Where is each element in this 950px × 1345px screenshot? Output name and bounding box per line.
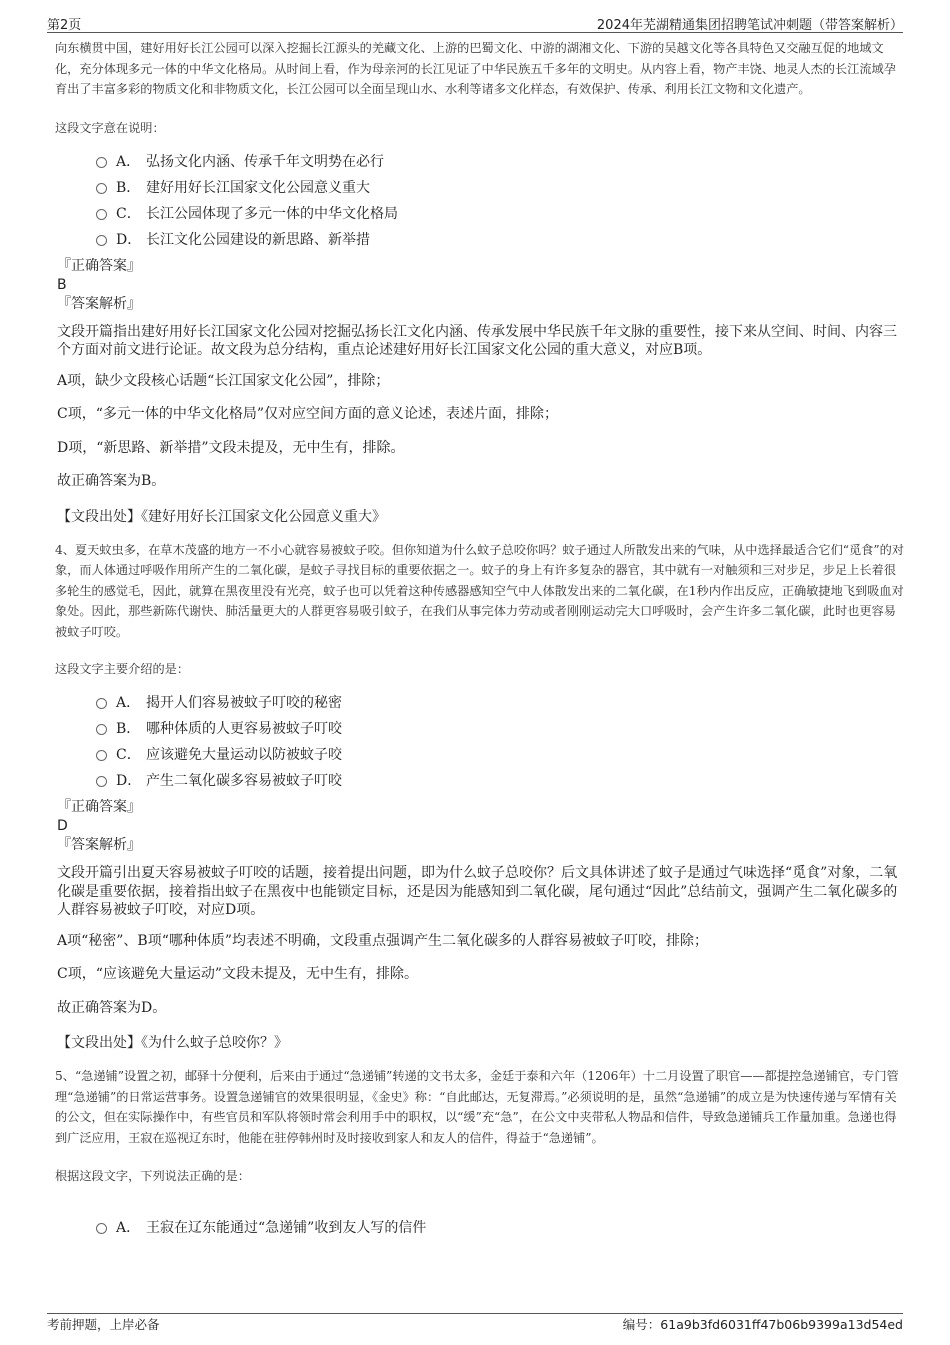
q3-analysis-para: A项，缺少文段核心话题“长江国家文化公园”，排除；	[57, 372, 390, 389]
radio-icon[interactable]	[96, 776, 107, 787]
q3-source: 【文段出处】《建好用好长江国家文化公园意义重大》	[57, 508, 386, 525]
q4-source: 【文段出处】《为什么蚊子总咬你？》	[57, 1035, 288, 1051]
q4-option-a[interactable]: A． 揭开人们容易被蚊子叮咬的秘密	[96, 689, 908, 715]
q3-option-c[interactable]: C． 长江公园体现了多元一体的中华文化格局	[96, 200, 908, 226]
radio-icon[interactable]	[96, 724, 107, 735]
q3-analysis-para: 故正确答案为B。	[57, 473, 166, 489]
radio-icon[interactable]	[96, 698, 107, 709]
q4-passage: 4、夏天蚊虫多，在草木茂盛的地方一不小心就容易被蚊子咬。但你知道为什么蚊子总咬你吗？蚊子通过人所散发出来的气味，从中选择最适合它们“觅食”的对象，而人体通过呼吸作用所产生的二氧化碳，是蚊子寻找目标的重要依据之一。蚊子的身上有许多复杂的器官，其中就有一对触须和三对步足，步足上长着很多轮生的感觉毛，因此，就算在黑夜里没有光亮，蚊子也可以凭着这种传感器感知空气中人体散发出来的二氧化碳，在1秒内作出反应，正确敏捷地飞到吸血对象处。因此，那些新陈代谢快、肺活量更大的人群更容易吸引蚊子，在我们从事完体力劳动或者刚刚运动完大口呼吸时，会产生许多二氧化碳，此时也更容易被蚊子叮咬。	[55, 542, 904, 639]
q4-option-d[interactable]: D． 产生二氧化碳多容易被蚊子叮咬	[96, 767, 908, 793]
q3-answer-label: 『正确答案』	[57, 257, 141, 274]
q4-option-b[interactable]: B． 哪种体质的人更容易被蚊子叮咬	[96, 715, 908, 741]
q4-option-c[interactable]: C． 应该避免大量运动以防被蚊子咬	[96, 741, 908, 767]
page-number: 第2页	[47, 18, 82, 33]
radio-icon[interactable]	[96, 209, 107, 220]
page-footer	[47, 1313, 903, 1332]
q4-answer: D	[57, 818, 68, 834]
page-header	[47, 10, 903, 33]
q3-passage: 向东横贯中国，建好用好长江公园可以深入挖掘长江源头的羌藏文化、上游的巴蜀文化、中游的湖湘文化、下游的吴越文化等各具特色又交融互促的地域文化，充分体现多元一体的中华文化格局。从时间上看，作为母亲河的长江见证了中华民族五千多年的文明史。从内容上看，物产丰饶、地灵人杰的长江流域孕育出了丰富多彩的物质文化和非物质文化，长江公园可以全面呈现山水、水利等诸多文化样态，有效保护、传承、利用长江文物和文化遗产。	[55, 41, 896, 96]
q5-prompt: 根据这段文字，下列说法正确的是：	[55, 1169, 250, 1183]
q5-options	[96, 1214, 908, 1240]
q4-analysis-label: 『答案解析』	[57, 837, 141, 853]
document-title: 2024年芜湖精通集团招聘笔试冲刺题（带答案解析）	[596, 18, 903, 33]
q4-answer-label: 『正确答案』	[57, 799, 141, 815]
q3-option-b[interactable]: B． 建好用好长江国家文化公园意义重大	[96, 174, 908, 200]
q3-option-d[interactable]: D． 长江文化公园建设的新思路、新举措	[96, 226, 908, 252]
q3-analysis-para: C项，“多元一体的中华文化格局”仅对应空间方面的意义论述，表述片面，排除；	[57, 406, 559, 422]
q4-analysis-para: 故正确答案为D。	[57, 999, 167, 1016]
radio-icon[interactable]	[96, 1223, 107, 1234]
q4-analysis-para: A项“秘密”、B项“哪种体质”均表述不明确，文段重点强调产生二氧化碳多的人群容易被蚊子叮咬，排除；	[57, 932, 709, 949]
q3-answer: B	[57, 276, 67, 293]
q5-passage: 5、“急递铺”设置之初，邮驿十分便利，后来由于通过“急递铺”转递的文书太多，金廷于泰和六年（1206年）十二月设置了职官——都提控急递铺官，专门管理“急递铺”的日常运营事务。设置急递铺官的效果很明显，《金史》称：“自此邮达，无复滞焉。”必须说明的是，虽然“急递铺”的成立是为快速传递与军情有关的公文，但在实际操作中，有些官员和军队将领时常会利用手中的职权，以“缓”充“急”，在公文中夹带私人物品和信件，导致急递铺兵工作量加重。急递也得到广泛应用，王寂在巡视辽东时，他能在驻停韩州时及时接收到家人和友人的信件，得益于“急递铺”。	[55, 1069, 899, 1145]
radio-icon[interactable]	[96, 750, 107, 761]
q4-options	[96, 689, 908, 793]
radio-icon[interactable]	[96, 157, 107, 168]
q3-analysis-label: 『答案解析』	[57, 295, 141, 312]
radio-icon[interactable]	[96, 235, 107, 246]
q4-analysis-para: C项，“应该避免大量运动”文段未提及，无中生有，排除。	[57, 966, 419, 982]
q3-options	[96, 148, 908, 252]
q4-analysis-para: 文段开篇引出夏天容易被蚊子叮咬的话题，接着提出问题，即为什么蚊子总咬你？后文具体讲述了蚊子是通过气味选择“觅食”对象，二氧化碳是重要依据，接着指出蚊子在黑夜中也能锁定目标，还是因为能感知到二氧化碳，尾句通过“因此”总结前文，强调产生二氧化碳多的人群容易被蚊子叮咬，对应D项。	[57, 865, 898, 918]
q3-prompt: 这段文字意在说明：	[55, 120, 165, 135]
q3-analysis-para: D项，“新思路、新举措”文段未提及，无中生有，排除。	[57, 439, 405, 456]
q4-prompt: 这段文字主要介绍的是：	[55, 662, 190, 676]
q3-analysis-para: 文段开篇指出建好用好长江国家文化公园对挖掘弘扬长江文化内涵、传承发展中华民族千年文脉的重要性，接下来从空间、时间、内容三个方面对前文进行论证。故文段为总分结构，重点论述建好用好长江国家文化公园的重大意义，对应B项。	[57, 323, 897, 358]
q3-option-a[interactable]: A． 弘扬文化内涵、传承千年文明势在必行	[96, 148, 908, 174]
radio-icon[interactable]	[96, 183, 107, 194]
q5-option-a[interactable]: A． 王寂在辽东能通过“急递铺”收到友人写的信件	[96, 1214, 908, 1240]
page-content	[55, 38, 908, 1240]
footer-slogan: 考前押题，上岸必备	[47, 1317, 160, 1332]
document-code: 编号：61a9b3fd6031ff47b06b9399a13d54ed	[622, 1317, 903, 1332]
